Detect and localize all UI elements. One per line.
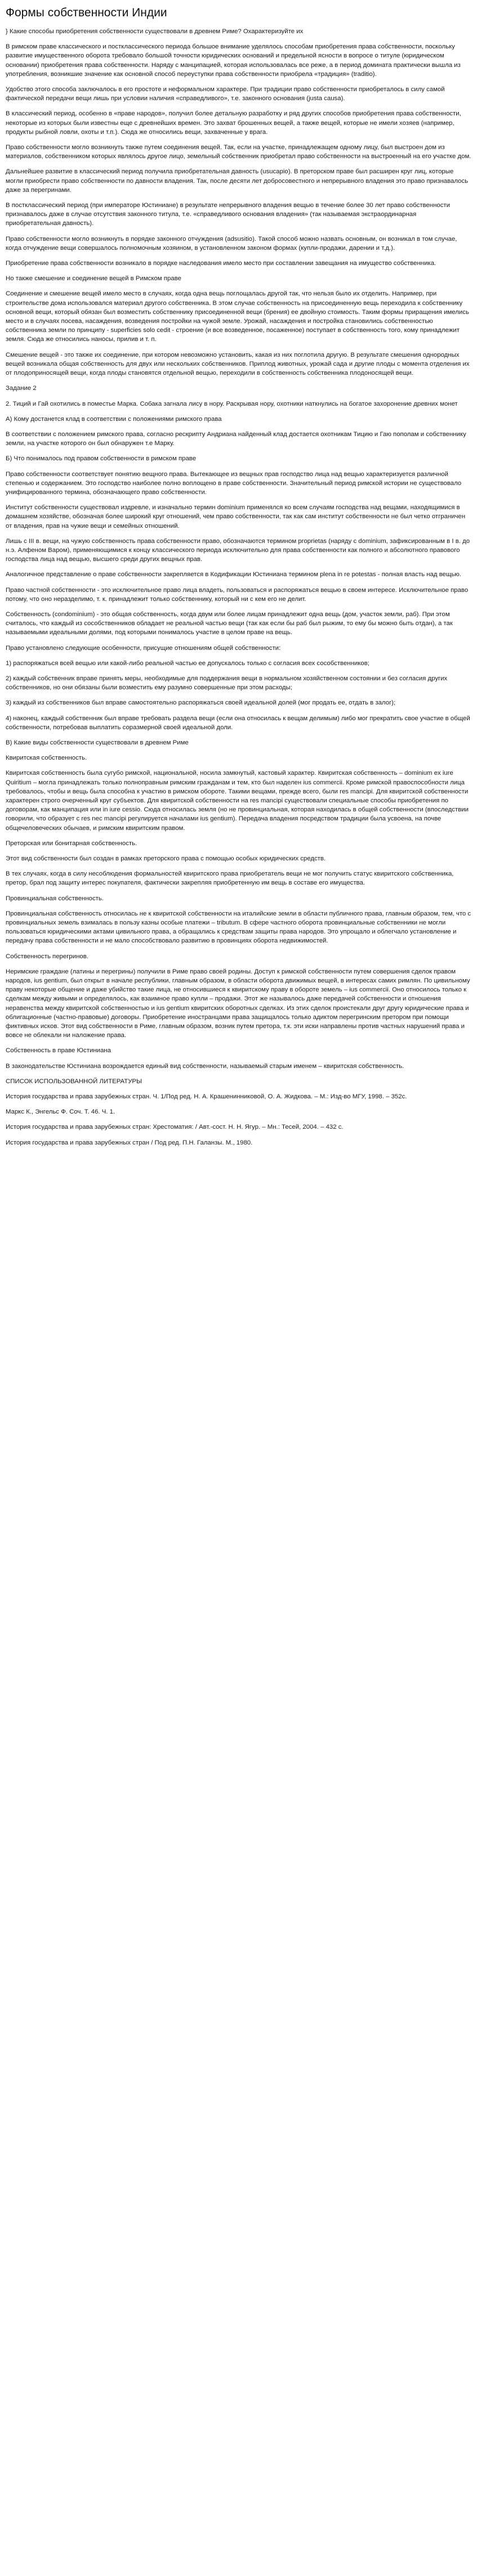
paragraph: 1) распоряжаться всей вещью или какой-либо реальной частью ее допускалось только с согласия всех сособственников; xyxy=(6,659,369,667)
paragraph: Институт собственности существовал издревле, и изначально термин dominium применялся ко всем случаям господства над вещами, находящимися в домашнем хозяйстве, обозначая более широкий круг отношений, чем право собственности, так как сам институт собственности не был четко отграничен от владения, прав на чужие вещи и семейных отношений. xyxy=(6,504,466,529)
paragraph: Дальнейшее развитие в классический период получила приобретательная давность (usucapio). В преторском праве был расширен круг лиц, которые могли приобрести право собственности по давности владения. Так, после десяти лет добросовестного и непрерывного владения это право признавалось даже за перегринами. xyxy=(6,168,469,194)
paragraph: 3) каждый из собственников был вправе самостоятельно распоряжаться своей идеальной долей (мог продать ее, отдать в залог); xyxy=(6,699,396,707)
paragraph: Но также смешение и соединение вещей в Римском праве xyxy=(6,275,181,282)
paragraph: Право собственности соответствует понятию вещного права. Вытекающее из вещных прав господство лица над вещью характеризуется различной степенью и содержанием. Это господство наиболее полно воплощено в праве собственности. Значительный период римской истории не существовало унифицированного термина, обозначающего право собственности. xyxy=(6,470,462,496)
paragraph: Преторская или бонитарная собственность. xyxy=(6,840,137,847)
paragraph: А) Кому достанется клад в соответствии с положениями римского права xyxy=(6,415,222,423)
paragraph: Удобство этого способа заключалось в его простоте и неформальном характере. При традиции право собственности приобреталось в силу самой фактической передачи вещи лишь при условии наличия «справедливого», т.е. законного основания (justa causa). xyxy=(6,86,445,102)
paragraph: В тех случаях, когда в силу несоблюдения формальностей квиритского права приобретатель вещи не мог получить статус квиритского собственника, претор, брал под защиту интерес покупателя, фактически закрепляя приобретенную им вещь в составе его имущества. xyxy=(6,870,454,887)
paragraph: 2. Тиций и Гай охотились в поместье Марка. Собака загнала лису в нору. Раскрывая нору, охотники наткнулись на богатое захоронение древних монет xyxy=(6,400,458,407)
paragraph: 4) наконец, каждый собственник был вправе требовать раздела вещи (если она относилась к вещам делимым) либо мог прекратить свое участие в общей собственности, потребовав выплатить соразмерной своей идеальной доли. xyxy=(6,715,470,731)
paragraph: В римском праве классического и постклассического периода большое внимание уделялось способам приобретения права собственности, поскольку развитие имущественного оборота требовало большой точности юридических оснований и предельной ясности в вопросе о титуле (юридическом основании) приобретения права собственности. Наряду с манципацией, которая использовалась все реже, а в период домината практически вышла из употребления, возникшие значение как основной способ переуступки права собственности приобрела «традиция» (traditio). xyxy=(6,43,461,78)
paragraph: Смешение вещей - это также их соединение, при котором невозможно установить, какая из них поглотила другую. В результате смешения однородных вещей возникала общая собственность для двух или нескольких собственников. Приплод животных, урожай сада и другие плоды с момента отделения их от плодоприносящей вещи, когда плоды становятся отдельной вещью, переходили в собственность собственника плодоносящей вещи. xyxy=(6,351,470,377)
paragraph: История государства и права зарубежных стран / Под ред. П.Н. Галанзы. М., 1980. xyxy=(6,1139,253,1146)
paragraph: Квиритская собственность. xyxy=(6,755,87,762)
paragraph: История государства и права зарубежных стран: Хрестоматия: / Авт.-сост. Н. Н. Ягур. – Мн.: Тесей, 2004. – 432 с. xyxy=(6,1124,344,1131)
paragraph: Маркс К., Энгельс Ф. Соч. Т. 46. Ч. 1. xyxy=(6,1109,115,1116)
paragraph: В классический период, особенно в «праве народов», получил более детальную разработку и ряд других способов приобретения права собственности, некоторые из которых были известны еще с древнейших времен. Это захват брошенных вещей, а также вещей, которые не имели хозяев (например, продукты рыбной ловли, охоты и т.п.). Сюда же относились вещи, захваченные у врага. xyxy=(6,110,461,136)
paragraph: Лишь с III в. вещи, на чужую собственность права собственности право, обозначаются термином proprietas (наряду с dominium, зафиксированным в I в. до н.э. Алфеном Варом), применяющимися к концу классического периода исключительно для права собственности как полного и абсолютного правового господства лица над вещью, высшего среди других вещных прав. xyxy=(6,537,470,563)
paragraph: Этот вид собственности был создан в рамках преторского права с помощью особых юридических средств. xyxy=(6,855,326,863)
paragraph: Право собственности могло возникнуть также путем соединения вещей. Так, если на участке, принадлежащем одному лицу, был выстроен дом из материалов, собственником которых являлось другое лицо, земельный собственник приобретал право собственности на выстроенный на его участке дом. xyxy=(6,144,471,160)
paragraph: В постклассический период (при императоре Юстиниане) в результате непрерывного владения вещью в течение более 30 лет право собственности признавалось даже в случае отсутствия законного титула, т.е. «справедливого основания владения» (так называемая экстраординарная приобретательная давность). xyxy=(6,202,450,227)
paragraph: История государства и права зарубежных стран. Ч. 1/Под ред. Н. А. Крашенинниковой, О. А. Жидкова. – М.: Изд-во МГУ, 1998. – 352с. xyxy=(6,1093,407,1101)
paragraph: 2) каждый собственник вправе принять меры, необходимые для поддержания вещи в нормальном хозяйственном состоянии и без согласия других собственников, но они обязаны были возместить ему разумно совершенные при этом расходы; xyxy=(6,675,448,692)
paragraph: Неримские граждане (латины и перегрины) получили в Риме право своей родины. Доступ к римской собственности путем совершения сделок правом народов, ius gentium, был открыт в начале республики, главным образом, в области оборота движимых вещей, в интересах самих римлян. По цивильному праву некоторые общение и даже убийство такие лица, не относившиеся к квиритскому праву в обороте земель – ius commercii. Оно относилось только к сделкам между живыми и определялось, как взаимное право купли – продажи. Этот же называлось даже передачей собственности и отношения неравенства между квиритской собственностью и ius gentium квиритских оборотных сделках. Из этих сделок проистекали друг другу юридические права и облигационные (частно-правовые) договоры. Приобретение иностранцами права защищалось только адиктом перегринским претором при помощи фиктивных исков. Этот вид собственности в Риме, главным образом, возник путем претора, т.к. эти иски направлены против частных нарушений права и вовсе не облекали ни наложение права. xyxy=(6,968,470,1039)
document-body xyxy=(6,27,471,1147)
paragraph: В соответствии с положением римского права, согласно рескрипту Андриана найденный клад достается охотникам Тицию и Гаю пополам и собственнику земли, на участке которого он был обнаружен т.е Марку. xyxy=(6,430,466,447)
paragraph: Аналогичное представление о праве собственности закрепляется в Кодификации Юстиниана термином plena in re potestas - полная власть над вещью. xyxy=(6,571,461,578)
paragraph: } Какие способы приобретения собственности существовали в древнем Риме? Охарактеризуйте их xyxy=(6,28,304,35)
page-title: Формы собственности Индии xyxy=(6,6,167,19)
paragraph: Провинциальная собственность. xyxy=(6,895,104,902)
paragraph: Право частной собственности - это исключительное право лица владеть, пользоваться и распоряжаться вещью в своем интересе. Исключительное право потому, что оно неразделимо, т. к. принадлежит только собственнику, который ни с кем его не делит. xyxy=(6,586,469,603)
paragraph: В законодательстве Юстиниана возрождается единый вид собственности, называемый старым именем – квиритская собственность. xyxy=(6,1062,404,1070)
paragraph: СПИСОК ИСПОЛЬЗОВАННОЙ ЛИТЕРАТУРЫ xyxy=(6,1078,142,1085)
paragraph: Собственность в праве Юстиниана xyxy=(6,1047,111,1054)
paragraph: Провинциальная собственность относилась не к квиритской собственности на италийские земли в области публичного права, главным образом, тем, что с провинциальных земель взималась в пользу казны особые платежи – tributum. В сфере частного оборота провинциальные собственники не могли пользоваться юридическими актами цивильного права, а обращались к средствам защиты права народов. Это упрощало и облегчало установление и передачу права собственности и не мало способствовало развитию в провинциях оборота недвижимостей. xyxy=(6,910,471,945)
paragraph: Собственность (condominium) - это общая собственность, когда двум или более лицам принадлежит одна вещь (дом, участок земли, раб). При этом считалось, что каждый из сособственников обладает не реальной частью вещи (так как если бы раб был рыжим, то ему бы можно быть отдан), а так называемыми идеальными долями, под которыми понималось участие в целом праве на вещь. xyxy=(6,611,453,636)
paragraph: Квиритская собственность была сугубо римской, национальной, носила замкнутый, кастовый характер. Квиритская собственность – dominium ex iure Quiritium – могла принадлежать только полноправным римским гражданам и тем, кто был наделен ius commercii. Кроме римской правоспособности лица требовалось, чтобы и вещь была способна к участию в римском обороте. Такими вещами, прежде всего, были res mancipi. Для квиритской собственности характерен строго очерченный круг субъектов. Для квиритской собственности на res mancipi существовали специальные способы приобретения по договорам, как манципация или in iure cessio. Сюда относилась земля (но не провинциальная, которая находилась в общей собственности (впоследствии говорили, что образует с res nec mancipi регулируется началами ius gentium). Передача владения посредством традиции была усвоена, на почве общечеловеческих обычаев, и римским квиритским правом. xyxy=(6,770,469,832)
paragraph: Собственность перегринов. xyxy=(6,953,88,960)
paragraph: В) Какие виды собственности существовали в древнем Риме xyxy=(6,739,189,746)
paragraph: Соединение и смешение вещей имело место в случаях, когда одна вещь поглощалась другой так, что нельзя было их отделить. Например, при строительстве дома использовался материал другого собственника. В этом случае собственность на присоединенную вещь переходила к собственнику основной вещи, который обязан был возместить собственнику присоединенной вещи (брения) ее двойную стоимость. Таким формы приращения имелись место и в случаях посева, насаждения, возведения постройки на чужой земле. Урожай, насаждения и постройка становились собственностью собственника земли по принципу - superficies solo cedit - строение (и все возведенное, посаженное) поступает в собственность того, кому принадлежит земля. Сюда же относились наносы, прилив и т. п. xyxy=(6,290,469,343)
paragraph: Приобретение права собственности возникало в порядке наследования имело место при составлении завещания на имущество собственника. xyxy=(6,260,436,267)
paragraph: Задание 2 xyxy=(6,385,37,392)
paragraph: Право собственности могло возникнуть в порядке законного отчуждения (adsusitio). Такой способ можно назвать основным, он возникал в том случае, когда отчуждение вещи совершалось полномочным хозяином, в установленном законом формах (купли-продажи, дарении и т.д.). xyxy=(6,235,457,252)
paragraph: Право установлено следующие особенности, присущие отношениям общей собственности: xyxy=(6,644,281,652)
paragraph: Б) Что понималось под правом собственности в римском праве xyxy=(6,455,197,463)
